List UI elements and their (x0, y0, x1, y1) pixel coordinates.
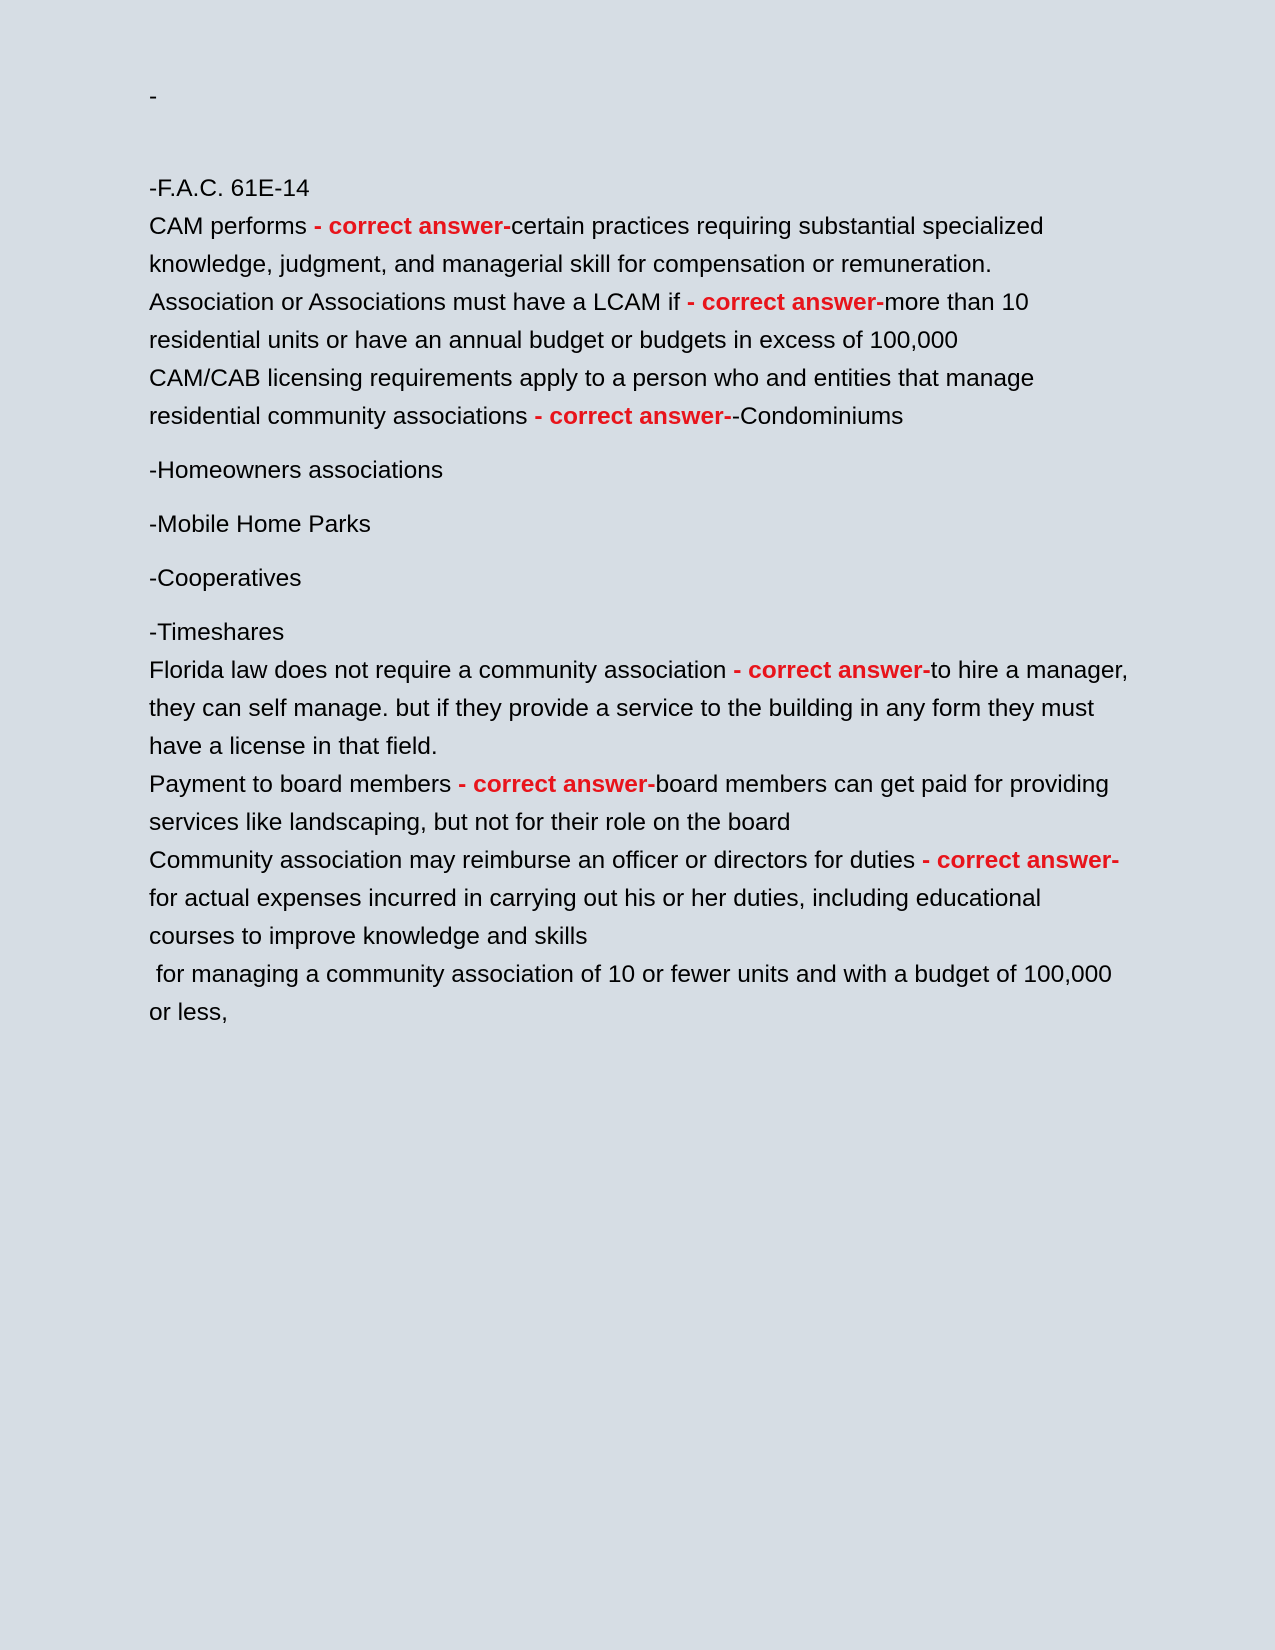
question-text: Payment to board members (149, 771, 459, 798)
answer-text: more than 10 residential units or have an annual budget or budgets in excess of 100,000 (149, 289, 1029, 354)
answer-marker: - correct answer- (733, 657, 931, 684)
flashcard-q1 (149, 208, 1129, 284)
answer-text: board members can get paid for providing services like landscaping, but not for their role on the board (149, 771, 1110, 836)
flashcard-q5 (149, 766, 1129, 842)
answer-text: to hire a manager, they can self manage. but if they provide a service to the building in any form they must have a license in that field. (149, 657, 1129, 760)
continuation-text: for managing a community association of 10 or fewer units and with a budget of 100,000 or less, (149, 961, 1119, 1026)
question-text: Community association may reimburse an officer or directors for duties (149, 847, 922, 874)
fac-reference: -F.A.C. 61E-14 (149, 175, 310, 202)
list-item: -Timeshares (149, 619, 285, 646)
question-text: Association or Associations must have a LCAM if (149, 289, 687, 316)
question-text: CAM/CAB licensing requirements apply to a person who and entities that manage residential community associations (149, 365, 1035, 430)
document-content (149, 78, 1129, 1032)
answer-marker: - correct answer- (458, 771, 656, 798)
list-item: -Cooperatives (149, 565, 302, 592)
answer-text: -Condominiums (731, 403, 904, 430)
leading-dash: - (149, 83, 158, 110)
question-text: Florida law does not require a community association (149, 657, 734, 684)
question-text: CAM performs (149, 213, 314, 240)
answer-marker: - correct answer- (686, 289, 885, 316)
answer-marker: - correct answer- (313, 213, 512, 240)
flashcard-q3 (149, 360, 1129, 436)
answer-text: certain practices requiring substantial specialized knowledge, judgment, and managerial skill for compensation or remuneration. (149, 213, 1044, 278)
list-item: -Mobile Home Parks (149, 511, 371, 538)
flashcard-q6 (149, 842, 1129, 956)
flashcard-q4 (149, 652, 1129, 766)
list-item: -Homeowners associations (149, 457, 444, 484)
answer-marker: - correct answer- (534, 403, 732, 430)
answer-marker: - correct answer- (921, 847, 1120, 874)
answer-text: for actual expenses incurred in carrying out his or her duties, including educational courses to improve knowledge and skills (149, 885, 1042, 950)
flashcard-q2 (149, 284, 1129, 360)
